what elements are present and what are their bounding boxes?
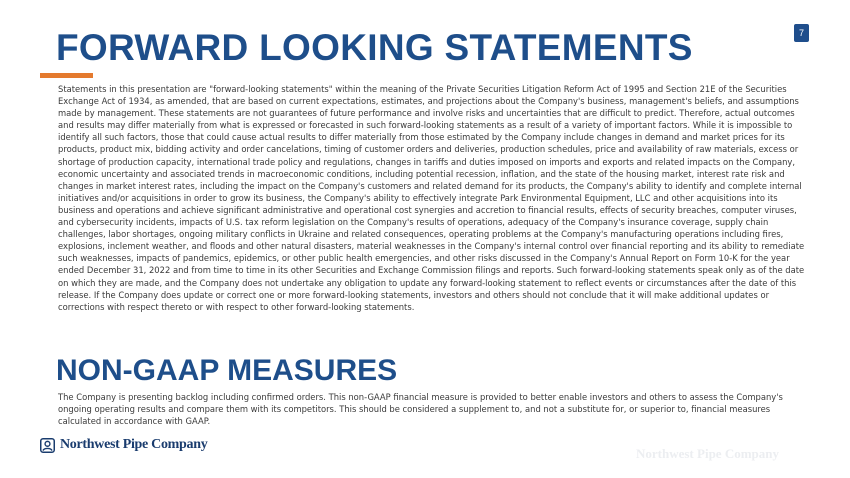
company-logo-mark-icon bbox=[40, 438, 55, 453]
title-accent-bar bbox=[40, 73, 93, 78]
forward-looking-title: FORWARD LOOKING STATEMENTS bbox=[56, 27, 693, 68]
watermark-logo: Northwest Pipe Company bbox=[636, 446, 779, 461]
company-logo bbox=[40, 437, 207, 453]
non-gaap-title: NON-GAAP MEASURES bbox=[56, 354, 398, 387]
non-gaap-body: The Company is presenting backlog including confirmed orders. This non-GAAP financial measure is provided to better enable investors and others to assess the Company's ongoing operating results and compare them with its competitors. This should be considered a supplement to, and not a substitute for, or superior to, financial measures calculated in accordance with GAAP. bbox=[58, 392, 783, 427]
page-number-badge: 7 bbox=[794, 24, 809, 42]
company-logo-text: Northwest Pipe Company bbox=[60, 437, 208, 452]
forward-looking-body: Statements in this presentation are "forward-looking statements" within the meaning of the Private Securities Litigation Reform Act of 1995 and Section 21E of the Securities Exchange Act of 1934, as amended, that are based on current expectations, estimates, and projections about the Company's business, management's beliefs, and assumptions made by management. These statements are not guarantees of future performance and involve risks and uncertainties that are difficult to predict. Therefore, actual outcomes and results may differ materially from what is expressed or forecasted in such forward-looking statements as a result of a variety of important factors. While it is impossible to identify all such factors, those that could cause actual results to differ materially from those estimated by the Company include changes in demand and market prices for its products, product mix, bidding activity and order cancelations, timing of customer orders and deliveries, production schedules, price and availability of raw materials, excess or shortage of production capacity, international trade policy and regulations, changes in tariffs and duties imposed on imports and exports and related impacts on the Company, economic uncertainty and associated trends in macroeconomic conditions, including potential recession, inflation, and the state of the housing market, interest rate risk and changes in market interest rates, including the impact on the Company's customers and related demand for its products, the Company's ability to identify and complete internal initiatives and/or acquisitions in order to grow its business, the Company's ability to effectively integrate Park Environmental Equipment, LLC and other acquisitions into its business and operations and achieve significant administrative and operational cost synergies and accretion to financial results, effects of security breaches, computer viruses, and cybersecurity incidents, impacts of U.S. tax reform legislation on the Company's results of operations, adequacy of the Company's insurance coverage, supply chain challenges, labor shortages, ongoing military conflicts in Ukraine and related consequences, operating problems at the Company's manufacturing operations including fires, explosions, inclement weather, and floods and other natural disasters, material weaknesses in the Company's internal control over financial reporting and its ability to remediate such weaknesses, impacts of pandemics, epidemics, or other public health emergencies, and other risks discussed in the Company's Annual Report on Form 10-K for the year ended December 31, 2022 and from time to time in its other Securities and Exchange Commission filings and reports. Such forward-looking statements speak only as of the date on which they are made, and the Company does not undertake any obligation to update any forward-looking statement to reflect events or circumstances after the date of this release. If the Company does update or correct one or more forward-looking statements, investors and others should not conclude that it will make additional updates or corrections with respect thereto or with respect to other forward-looking statements. bbox=[58, 84, 805, 312]
